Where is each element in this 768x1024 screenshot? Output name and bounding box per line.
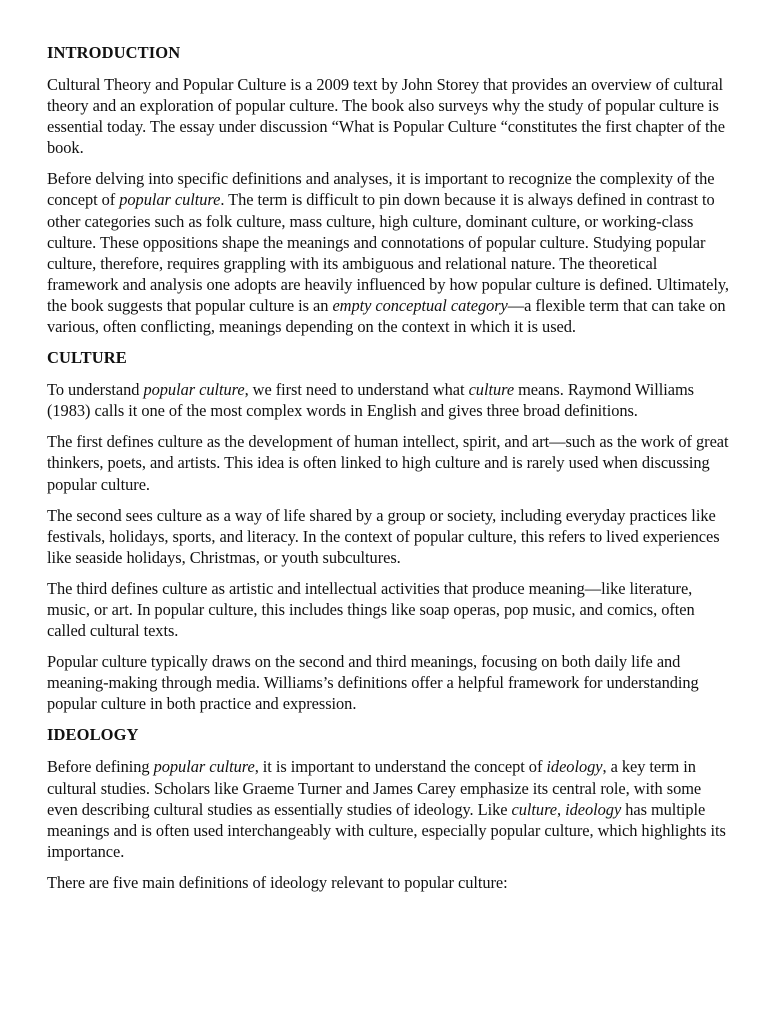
paragraph: There are five main definitions of ideology relevant to popular culture: [47,872,508,892]
italic-term: ideology [546,757,603,777]
paragraph: To understand popular culture, we first need to understand what culture means. Raymond Williams (1983) calls it one of the most complex words in English and gives three broad definitions. [47,380,694,421]
italic-term: popular culture [143,380,245,400]
paragraph: Popular culture typically draws on the second and third meanings, focusing on both daily life and meaning-making through media. Williams’s definitions offer a helpful framework for understanding popular culture in both practice and expression. [47,652,699,714]
paragraph: Before delving into specific definitions and analyses, it is important to recognize the complexity of the concept of popular culture. The term is difficult to pin down because it is always defined in contrast to other categories such as folk culture, mass culture, high culture, dominant culture, or working-class culture. These oppositions shape the meanings and connotations of popular culture. Studying popular culture, therefore, requires grappling with its ambiguous and relational nature. The theoretical framework and analysis one adopts are heavily influenced by how popular culture is defined. Ultimately, the book suggests that popular culture is an empty conceptual category—a flexible term that can take on various, often conflicting, meanings depending on the context in which it is used. [47,169,729,337]
italic-term: popular culture [153,757,255,777]
italic-term: ideology [565,799,622,819]
section-introduction [47,42,729,337]
paragraph: Cultural Theory and Popular Culture is a 2009 text by John Storey that provides an overview of cultural theory and an exploration of popular culture. The book also surveys why the study of popular culture is essential today. The essay under discussion “What is Popular Culture “constitutes the first chapter of the book. [47,75,725,158]
italic-term: popular culture [119,190,221,210]
italic-term: culture [511,799,558,819]
section-heading: INTRODUCTION [47,43,181,62]
paragraph: Before defining popular culture, it is important to understand the concept of ideology, a key term in cultural studies. Scholars like Graeme Turner and James Carey emphasize its central role, with some even describing cultural studies as essentially studies of ideology. Like culture, ideology has multiple meanings and is often used interchangeably with culture, especially popular culture, which highlights its importance. [47,757,726,861]
document-page [47,42,729,903]
paragraph: The third defines culture as artistic and intellectual activities that produce meaning—like literature, music, or art. In popular culture, this includes things like soap operas, pop music, and comics, often called cultural texts. [47,578,695,641]
section-heading: IDEOLOGY [47,725,139,745]
italic-term: culture [468,380,515,400]
section-ideology [47,724,729,893]
section-heading: CULTURE [47,348,127,368]
paragraph: The first defines culture as the development of human intellect, spirit, and art—such as the work of great thinkers, poets, and artists. This idea is often linked to high culture and is rarely used when discussing popular culture. [47,432,729,494]
italic-term: empty conceptual category [332,295,508,315]
section-culture [47,347,729,714]
paragraph: The second sees culture as a way of life shared by a group or society, including everyday practices like festivals, holidays, sports, and literacy. In the context of popular culture, this refers to lived experiences like seaside holidays, Christmas, or youth subcultures. [47,505,720,567]
